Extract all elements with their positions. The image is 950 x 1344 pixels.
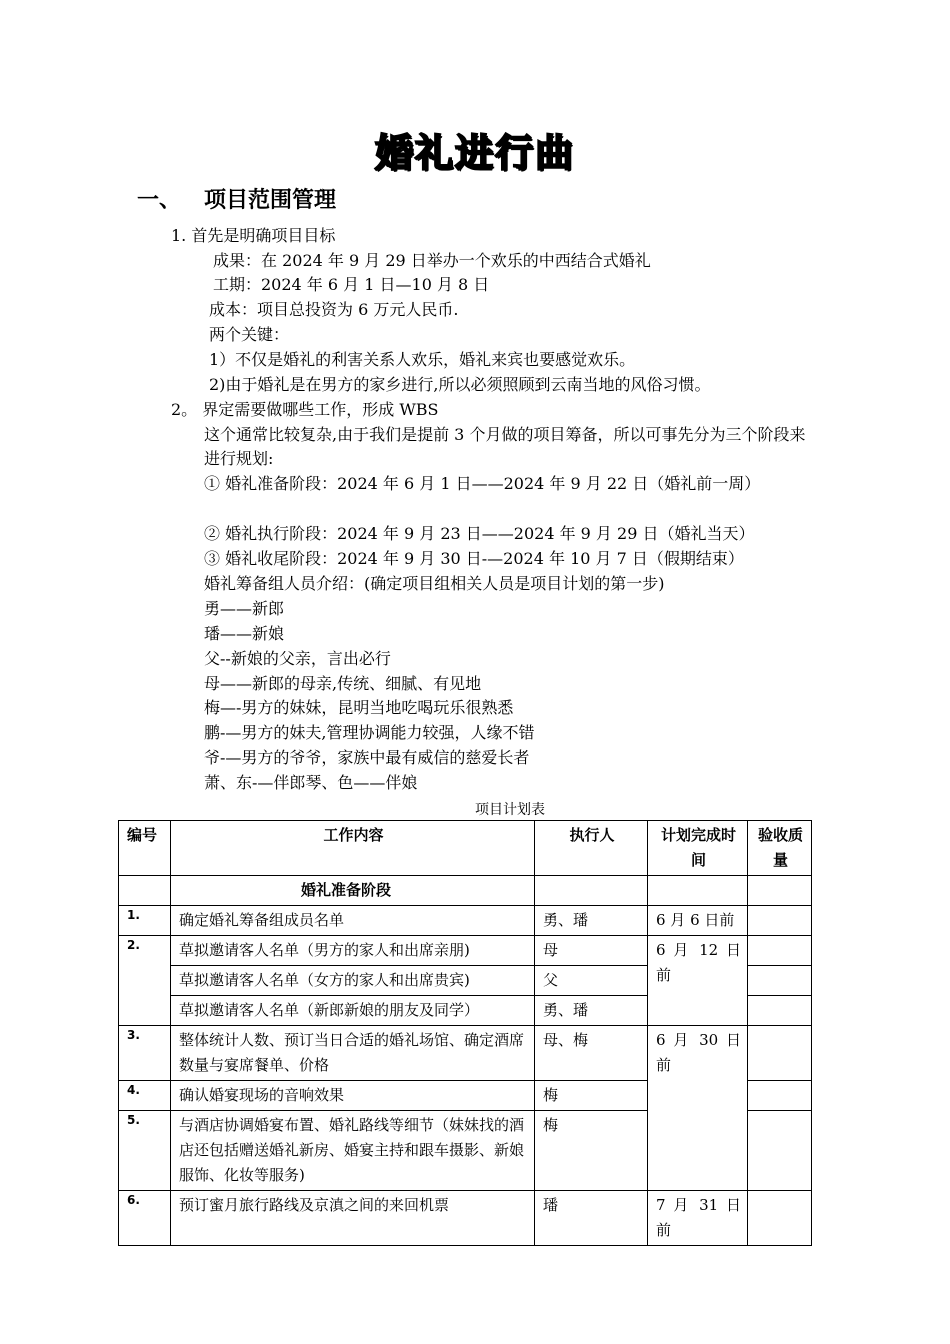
row-owner: 父 [535, 966, 648, 996]
row-content: 草拟邀请客人名单（女方的家人和出席贵宾) [171, 966, 535, 996]
row-owner: 勇、璠 [535, 906, 648, 936]
row-content: 整体统计人数、预订当日合适的婚礼场馆、确定酒席数量与宴席餐单、价格 [171, 1026, 535, 1081]
row-qa [748, 996, 812, 1026]
team-intro: 婚礼筹备组人员介绍：(确定项目组相关人员是项目计划的第一步) [204, 574, 665, 593]
project-plan-table [118, 820, 812, 1246]
row-qa [748, 966, 812, 996]
row-owner: 璠 [535, 1191, 648, 1246]
row-owner: 梅 [535, 1081, 648, 1111]
wbs-description: 这个通常比较复杂,由于我们是提前 3 个月做的项目筹备，所以可事先分为三个阶段来进行规划: [204, 425, 806, 468]
team-member: 萧、东-—伴郎琴、色——伴娘 [204, 773, 418, 792]
table-caption: 项目计划表 [475, 802, 545, 818]
row-content: 与酒店协调婚宴布置、婚礼路线等细节（妹妹找的酒店还包括赠送婚礼新房、婚宴主持和跟车摄影、新娘服饰、化妆等服务) [171, 1111, 535, 1191]
row-due: 6 月 12 日前 [648, 936, 748, 1026]
header-qa: 验收质量 [748, 821, 812, 876]
table-row [119, 1191, 812, 1246]
row-qa [748, 1081, 812, 1111]
list-item-wbs: 2。 界定需要做哪些工作，形成 WBS [171, 400, 439, 419]
row-qa [748, 936, 812, 966]
header-content: 工作内容 [171, 821, 535, 876]
table-row [119, 1026, 812, 1081]
row-number: 4. [119, 1081, 171, 1111]
table-header-row [119, 821, 812, 876]
row-content: 确认婚宴现场的音响效果 [171, 1081, 535, 1111]
stage-2: ② 婚礼执行阶段：2024 年 9 月 23 日——2024 年 9 月 29 日（婚礼当天） [204, 524, 755, 543]
table-row [119, 936, 812, 966]
stage-label: 婚礼准备阶段 [171, 876, 535, 906]
document-title: 婚礼进行曲 [374, 131, 575, 175]
row-number: 6. [119, 1191, 171, 1246]
team-member: 璠——新娘 [204, 624, 285, 643]
stage-3: ③ 婚礼收尾阶段：2024 年 9 月 30 日-—2024 年 10 月 7 日（假期结束） [204, 549, 744, 568]
team-member: 父--新娘的父亲，言出必行 [204, 649, 391, 668]
row-owner: 勇、璠 [535, 996, 648, 1026]
stage-row [119, 876, 812, 906]
team-member: 鹏-—男方的妹夫,管理协调能力较强，人缘不错 [204, 723, 535, 742]
goal-cost: 成本：项目总投资为 6 万元人民币. [209, 300, 459, 319]
team-member: 梅—-男方的妹妹，昆明当地吃喝玩乐很熟悉 [204, 698, 514, 717]
row-qa [748, 1026, 812, 1081]
row-number: 3. [119, 1026, 171, 1081]
row-owner: 梅 [535, 1111, 648, 1191]
team-member: 勇——新郎 [204, 599, 285, 618]
team-member: 母——新郎的母亲,传统、细腻、有见地 [204, 674, 482, 693]
stage-1: ① 婚礼准备阶段：2024 年 6 月 1 日——2024 年 9 月 22 日（婚礼前一周） [204, 474, 761, 493]
table-row [119, 906, 812, 936]
row-content: 预订蜜月旅行路线及京滇之间的来回机票 [171, 1191, 535, 1246]
row-content: 草拟邀请客人名单（男方的家人和出席亲朋) [171, 936, 535, 966]
header-number: 编号 [119, 821, 171, 876]
goal-period: 工期：2024 年 6 月 1 日—10 月 8 日 [213, 275, 490, 294]
header-owner: 执行人 [535, 821, 648, 876]
key-point-2: 2)由于婚礼是在男方的家乡进行,所以必须照顾到云南当地的风俗习惯。 [209, 375, 711, 394]
row-qa [748, 1111, 812, 1191]
row-number: 2. [119, 936, 171, 1026]
row-due: 6 月 6 日前 [648, 906, 748, 936]
row-qa [748, 906, 812, 936]
list-item-goal: 1. 首先是明确项目目标 [171, 226, 336, 245]
section-heading-number: 一、 [137, 188, 182, 213]
goal-result: 成果：在 2024 年 9 月 29 日举办一个欢乐的中西结合式婚礼 [213, 251, 651, 270]
row-owner: 母、梅 [535, 1026, 648, 1081]
keys-title: 两个关键： [209, 325, 290, 344]
key-point-1: 1）不仅是婚礼的利害关系人欢乐，婚礼来宾也要感觉欢乐。 [209, 350, 636, 369]
row-number: 5. [119, 1111, 171, 1191]
team-member: 爷-—男方的爷爷，家族中最有威信的慈爱长者 [204, 748, 530, 767]
row-content: 草拟邀请客人名单（新郎新娘的朋友及同学） [171, 996, 535, 1026]
row-due: 7 月 31 日前 [648, 1191, 748, 1246]
row-owner: 母 [535, 936, 648, 966]
row-number: 1. [119, 906, 171, 936]
section-heading: 项目范围管理 [204, 188, 337, 213]
row-due: 6 月 30 日前 [648, 1026, 748, 1191]
row-content: 确定婚礼筹备组成员名单 [171, 906, 535, 936]
header-due: 计划完成时间 [648, 821, 748, 876]
row-qa [748, 1191, 812, 1246]
